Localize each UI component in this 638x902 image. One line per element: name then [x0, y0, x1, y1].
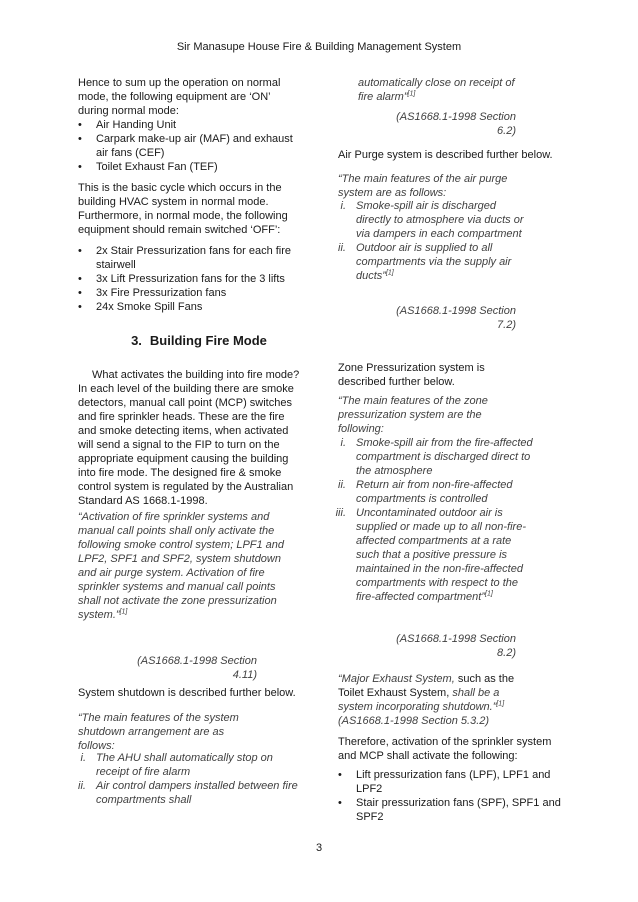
list-numeral: ii. [338, 242, 346, 254]
major-exhaust-reference: (AS1668.1-1998 Section 5.3.2) [338, 715, 490, 727]
section-number: 3. [131, 333, 142, 348]
on-equipment-list [78, 118, 300, 174]
list-numeral: i. [340, 200, 346, 212]
list-item: i. Smoke-spill air from the fire-affected compartment is discharged direct to the atmosphere [338, 436, 533, 478]
zone-quote-intro: “The main features of the zone pressurization system are the following: [338, 395, 488, 435]
list-item: ii. Return air from non-fire-affected compartments is controlled [338, 478, 533, 506]
shutdown-quote-reference: (AS1668.1-1998 Section 6.2) [396, 111, 516, 137]
page-header: Sir Manasupe House Fire & Building Management System [176, 41, 462, 53]
zone-quote-reference: (AS1668.1-1998 Section 8.2) [396, 633, 516, 659]
footnote-ref: [1] [485, 590, 493, 598]
purge-quote-reference: (AS1668.1-1998 Section 7.2) [396, 305, 516, 331]
list-item: • 24x Smoke Spill Fans [78, 300, 300, 314]
therefore-paragraph: Therefore, activation of the sprinkler system and MCP shall activate the following: [338, 736, 552, 762]
footnote-ref: [1] [119, 608, 128, 616]
list-item: • Stair pressurization fans (SPF), SPF1 and SPF2 [338, 796, 564, 824]
shutdown-intro: System shutdown is described further below. [78, 687, 296, 699]
section-heading [88, 334, 310, 348]
purge-features-list [338, 199, 533, 283]
list-item: • 2x Stair Pressurization fans for each fire stairwell [78, 244, 300, 272]
list-item: • 3x Fire Pressurization fans [78, 286, 300, 300]
list-item: ii. Air control dampers installed between fire compartments shall [78, 779, 300, 807]
list-numeral: i. [80, 752, 86, 764]
list-numeral: iii. [335, 507, 346, 519]
list-item: • Lift pressurization fans (LPF), LPF1 and LPF2 [338, 768, 564, 796]
list-numeral: ii. [338, 479, 346, 491]
shutdown-quote-continued: automatically close on receipt of fire alarm”[1] [358, 77, 515, 103]
fire-mode-paragraph: What activates the building into fire mode? In each level of the building there are smoke detectors, manual call point (MCP) switches and fire sprinkler heads. These are the fire and smoke detecting items, when activated will send a signal to the FIP to turn on the appropriate equipment causing the building into fire mode. The designed fire & smoke control system is regulated by the Australian Standard AS 1668.1-1998. [78, 369, 300, 507]
list-item: i. The AHU shall automatically stop on receipt of fire alarm [78, 751, 300, 779]
section-title: Building Fire Mode [149, 333, 267, 348]
off-equipment-list [78, 244, 300, 314]
list-item: ii. Outdoor air is supplied to all compartments via the supply air ducts”[1] [338, 241, 533, 283]
list-item: • Air Handing Unit [78, 118, 300, 132]
footnote-ref: [1] [496, 700, 505, 708]
list-numeral: ii. [78, 780, 86, 792]
activation-quote: “Activation of fire sprinkler systems and manual call points shall only activate the following smoke control system; LPF1 and LPF2, SPF1 and SPF2, system shutdown and air purge system. Activation of fire sprinkler systems and manual call points shall not activate the zone pressurization system.”[1] [78, 511, 285, 621]
zone-intro: Zone Pressurization system is described further below. [338, 362, 485, 388]
activated-equipment-list [338, 768, 564, 824]
list-item: i. Smoke-spill air is discharged directly to atmosphere via ducts or via dampers in each compartment [338, 199, 533, 241]
zone-features-list [335, 436, 533, 604]
off-equipment-intro: This is the basic cycle which occurs in the building HVAC system in normal mode. Furthermore, in normal mode, the following equipment should remain switched ‘OFF’: [78, 182, 288, 236]
list-numeral: i. [340, 437, 346, 449]
footnote-ref: [1] [385, 269, 394, 277]
activation-quote-reference: (AS1668.1-1998 Section 4.11) [137, 655, 257, 681]
list-item: • 3x Lift Pressurization fans for the 3 lifts [78, 272, 300, 286]
normal-mode-intro: Hence to sum up the operation on normal mode, the following equipment are ‘ON’ during normal mode: [78, 77, 281, 117]
shutdown-quote-intro: “The main features of the system shutdown arrangement are as follows: [78, 712, 239, 752]
purge-intro: Air Purge system is described further below. [338, 149, 553, 161]
shutdown-features-list [78, 751, 300, 807]
list-item: • Toilet Exhaust Fan (TEF) [78, 160, 300, 174]
page-number: 3 [315, 842, 323, 854]
footnote-ref: [1] [407, 90, 416, 98]
list-item: • Carpark make-up air (MAF) and exhaust air fans (CEF) [78, 132, 300, 160]
purge-quote-intro: “The main features of the air purge system are as follows: [338, 173, 508, 199]
major-exhaust-quote: “Major Exhaust System, such as the Toilet Exhaust System, shall be a system incorporating shutdown.”[1] (AS1668.1-1998 Section 5.3.2) [338, 673, 515, 727]
list-item: iii. Uncontaminated outdoor air is supplied or made up to all non-fire-affected compartments at a rate such that a positive pressure is maintained in the non-fire-affected compartments with respect to the fire-affected compartment”[1] [338, 506, 533, 604]
